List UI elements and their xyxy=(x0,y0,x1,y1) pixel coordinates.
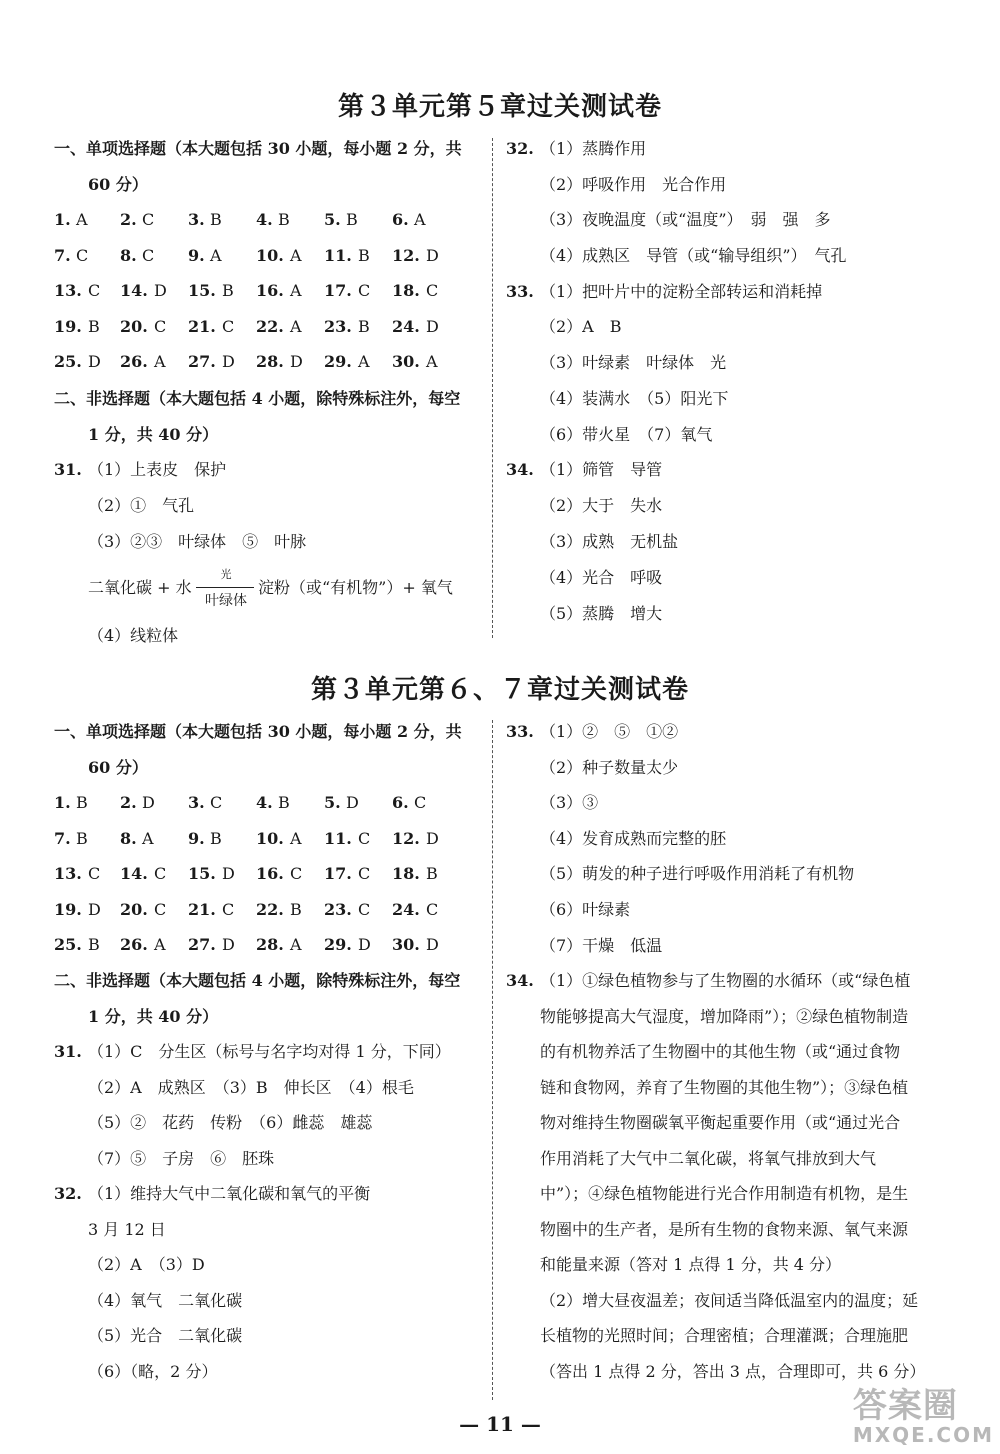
mcq-answer: A xyxy=(76,210,88,229)
s1-q31-4: （4）线粒体 xyxy=(88,626,179,645)
mcq-answer: C xyxy=(76,245,89,265)
mcq-item xyxy=(120,829,154,849)
mcq-item xyxy=(120,210,154,230)
s1-eq-left: 二氧化碳 + 水 xyxy=(88,578,192,597)
mcq-number: 11. xyxy=(324,245,352,265)
mcq-answer: B xyxy=(76,828,88,848)
mcq-number: 4. xyxy=(256,793,273,812)
mcq-item xyxy=(120,281,167,301)
mcq-answer: C xyxy=(290,864,303,884)
mcq-answer: C xyxy=(222,316,235,336)
mcq-number: 8. xyxy=(120,828,137,848)
mcq-number: 3. xyxy=(188,793,205,812)
mcq-item xyxy=(256,317,302,337)
mcq-number: 20. xyxy=(120,316,148,336)
mcq-number: 11. xyxy=(324,828,352,848)
mcq-number: 27. xyxy=(188,935,216,955)
page-number: — 11 — xyxy=(459,1412,541,1436)
s1-q31-num: 31. xyxy=(54,460,82,479)
mcq-answer: A xyxy=(210,245,222,265)
mcq-item xyxy=(54,210,88,230)
s1-eq-top: 光 xyxy=(220,568,232,581)
s1-eq-arrow xyxy=(196,587,254,588)
watermark-main: 答案圈 xyxy=(852,1386,958,1426)
mcq-number: 19. xyxy=(54,899,82,919)
mcq-item xyxy=(392,317,439,337)
mcq-item xyxy=(324,210,358,230)
s1-q34-line: （2）大于 失水 xyxy=(540,496,663,515)
mcq-item xyxy=(324,793,359,813)
mcq-number: 10. xyxy=(256,828,284,848)
mcq-item xyxy=(188,900,234,920)
mcq-answer: B xyxy=(222,281,234,301)
s1-heading2a: 二、非选择题（本大题包括 4 小题，除特殊标注外，每空 xyxy=(54,389,461,408)
mcq-item xyxy=(392,352,438,372)
mcq-number: 26. xyxy=(120,352,148,372)
mcq-answer: B xyxy=(346,210,358,229)
s2-q31-line: （2）A 成熟区 （3）B 伸长区 （4）根毛 xyxy=(88,1078,414,1097)
mcq-item xyxy=(324,281,370,301)
s1-q31-line: （2）① 气孔 xyxy=(88,496,195,515)
mcq-item xyxy=(256,210,290,230)
mcq-answer: B xyxy=(88,935,100,955)
mcq-answer: A xyxy=(290,828,302,848)
mcq-number: 28. xyxy=(256,352,284,372)
mcq-item xyxy=(324,352,370,372)
mcq-answer: C xyxy=(88,281,101,301)
s2-q34-line: （1）①绿色植物参与了生物圈的水循环（或“绿色植 xyxy=(540,971,911,990)
s2-q32-line: （1）维持大气中二氧化碳和氧气的平衡 xyxy=(88,1184,371,1203)
mcq-number: 22. xyxy=(256,899,284,919)
s1-q34-line: （1）筛管 导管 xyxy=(540,460,663,479)
mcq-number: 29. xyxy=(324,935,352,955)
s2-q32-num: 32. xyxy=(54,1184,82,1203)
mcq-answer: C xyxy=(142,245,155,265)
mcq-item xyxy=(392,900,438,920)
mcq-number: 6. xyxy=(392,210,409,229)
mcq-item xyxy=(120,864,166,884)
s1-eq-right: 淀粉（或“有机物”）+ 氧气 xyxy=(258,578,453,597)
s1-heading1a: 一、单项选择题（本大题包括 30 小题，每小题 2 分，共 xyxy=(54,139,462,158)
mcq-number: 4. xyxy=(256,210,273,229)
mcq-answer: A xyxy=(290,316,302,336)
s2-q33-line: （6）叶绿素 xyxy=(540,900,631,919)
mcq-item xyxy=(188,352,235,372)
mcq-number: 3. xyxy=(188,210,205,229)
mcq-answer: A xyxy=(142,828,154,848)
s2-q32-line: 3 月 12 日 xyxy=(88,1220,166,1239)
s1-q33-line: （1）把叶片中的淀粉全部转运和消耗掉 xyxy=(540,282,823,301)
mcq-answer: D xyxy=(426,316,439,336)
mcq-answer: D xyxy=(426,828,439,848)
s2-heading1b: 60 分） xyxy=(88,758,148,777)
mcq-item xyxy=(54,864,100,884)
mcq-answer: B xyxy=(76,793,88,812)
mcq-number: 23. xyxy=(324,316,352,336)
s2-q34-line: 物对维持生物圈碳氧平衡起重要作用（或“通过光合 xyxy=(540,1113,901,1132)
s2-q33-num: 33. xyxy=(506,722,534,741)
s2-q33-line: （2）种子数量太少 xyxy=(540,758,679,777)
mcq-answer: B xyxy=(358,316,370,336)
mcq-number: 13. xyxy=(54,281,82,301)
s2-q33-line: （1）② ⑤ ①② xyxy=(540,722,679,741)
mcq-item xyxy=(324,864,370,884)
mcq-answer: C xyxy=(154,899,167,919)
s2-q34-line: （答出 1 点得 2 分，答出 3 点，合理即可，共 6 分） xyxy=(540,1362,926,1381)
mcq-answer: C xyxy=(358,899,371,919)
mcq-answer: A xyxy=(290,281,302,301)
mcq-item xyxy=(54,317,100,337)
mcq-number: 29. xyxy=(324,352,352,372)
s1-q32-line: （3）夜晚温度（或“温度”） 弱 强 多 xyxy=(540,210,831,229)
s2-q31-line: （1）C 分生区（标号与名字均对得 1 分，下同） xyxy=(88,1042,451,1061)
s2-q31-line: （7）⑤ 子房 ⑥ 胚珠 xyxy=(88,1149,275,1168)
mcq-number: 16. xyxy=(256,864,284,884)
s2-q34-line: 物能够提高大气湿度，增加降雨”）；②绿色植物制造 xyxy=(540,1007,909,1026)
mcq-number: 19. xyxy=(54,316,82,336)
mcq-answer: D xyxy=(426,245,439,265)
mcq-answer: B xyxy=(358,245,370,265)
mcq-item xyxy=(188,864,235,884)
mcq-number: 2. xyxy=(120,210,137,229)
mcq-number: 1. xyxy=(54,210,71,229)
mcq-item xyxy=(324,317,370,337)
mcq-number: 15. xyxy=(188,864,216,884)
mcq-answer: C xyxy=(222,899,235,919)
mcq-item xyxy=(256,246,302,266)
mcq-number: 18. xyxy=(392,281,420,301)
s2-q34-line: 长植物的光照时间；合理密植；合理灌溉；合理施肥 xyxy=(540,1326,909,1345)
mcq-answer: D xyxy=(88,899,101,919)
mcq-answer: D xyxy=(290,352,303,372)
mcq-answer: C xyxy=(426,899,439,919)
s1-q33-line: （2）A B xyxy=(540,317,622,336)
mcq-answer: B xyxy=(426,864,438,884)
s2-heading2a: 二、非选择题（本大题包括 4 小题，除特殊标注外，每空 xyxy=(54,971,461,990)
mcq-answer: C xyxy=(142,210,155,229)
mcq-item xyxy=(54,246,88,266)
mcq-answer: A xyxy=(290,245,302,265)
mcq-item xyxy=(120,793,155,813)
mcq-number: 30. xyxy=(392,352,420,372)
section1-title: 第３单元第５章过关测试卷 xyxy=(337,92,662,122)
mcq-item xyxy=(120,900,166,920)
s1-q33-num: 33. xyxy=(506,282,534,301)
mcq-answer: C xyxy=(154,864,167,884)
mcq-item xyxy=(188,281,234,301)
section2-title: 第３单元第６、７章过关测试卷 xyxy=(310,675,689,705)
mcq-item xyxy=(392,210,426,230)
mcq-item xyxy=(188,935,235,955)
mcq-number: 9. xyxy=(188,828,205,848)
mcq-item xyxy=(256,900,302,920)
mcq-number: 14. xyxy=(120,864,148,884)
s2-q34-line: 链和食物网，养育了生物圈的其他生物”）；③绿色植 xyxy=(540,1078,909,1097)
section2-divider xyxy=(492,720,493,1400)
mcq-answer: A xyxy=(426,352,438,372)
mcq-number: 12. xyxy=(392,245,420,265)
mcq-answer: C xyxy=(426,281,439,301)
mcq-item xyxy=(54,793,88,813)
s2-q34-line: （2）增大昼夜温差；夜间适当降低温室内的温度；延 xyxy=(540,1291,919,1310)
s2-q34-line: 和能量来源（答对 1 点得 1 分，共 4 分） xyxy=(540,1255,842,1274)
mcq-number: 18. xyxy=(392,864,420,884)
mcq-item xyxy=(392,935,439,955)
mcq-number: 26. xyxy=(120,935,148,955)
mcq-number: 24. xyxy=(392,899,420,919)
mcq-answer: D xyxy=(346,793,359,812)
mcq-number: 21. xyxy=(188,899,216,919)
mcq-item xyxy=(120,352,166,372)
mcq-number: 22. xyxy=(256,316,284,336)
mcq-number: 14. xyxy=(120,281,148,301)
s1-heading1b: 60 分） xyxy=(88,175,148,194)
mcq-number: 5. xyxy=(324,210,341,229)
mcq-number: 20. xyxy=(120,899,148,919)
s1-q33-line: （6）带火星 （7）氧气 xyxy=(540,425,713,444)
s1-q31-line: （3）②③ 叶绿体 ⑤ 叶脉 xyxy=(88,532,307,551)
mcq-answer: A xyxy=(414,210,426,229)
mcq-number: 17. xyxy=(324,281,352,301)
mcq-answer: C xyxy=(358,281,371,301)
s1-q34-line: （4）光合 呼吸 xyxy=(540,568,663,587)
mcq-number: 9. xyxy=(188,245,205,265)
mcq-item xyxy=(324,246,370,266)
s1-q33-line: （4）装满水 （5）阳光下 xyxy=(540,389,729,408)
mcq-answer: D xyxy=(222,935,235,955)
mcq-item xyxy=(256,352,303,372)
mcq-item xyxy=(120,935,166,955)
mcq-number: 2. xyxy=(120,793,137,812)
mcq-number: 6. xyxy=(392,793,409,812)
mcq-answer: C xyxy=(358,864,371,884)
mcq-number: 25. xyxy=(54,352,82,372)
mcq-answer: B xyxy=(278,793,290,812)
mcq-item xyxy=(256,935,302,955)
mcq-answer: C xyxy=(358,828,371,848)
s2-q33-line: （4）发育成熟而完整的胚 xyxy=(540,829,727,848)
mcq-number: 8. xyxy=(120,245,137,265)
mcq-answer: B xyxy=(88,316,100,336)
mcq-answer: C xyxy=(154,316,167,336)
mcq-answer: A xyxy=(154,352,166,372)
mcq-answer: A xyxy=(358,352,370,372)
s2-q31-num: 31. xyxy=(54,1042,82,1061)
mcq-item xyxy=(256,793,290,813)
s2-q34-line: 的有机物养活了生物圈中的其他生物（或“通过食物 xyxy=(540,1042,901,1061)
mcq-answer: D xyxy=(88,352,101,372)
mcq-item xyxy=(256,864,302,884)
mcq-answer: D xyxy=(222,864,235,884)
mcq-answer: D xyxy=(358,935,371,955)
s2-q33-line: （7）干燥 低温 xyxy=(540,936,663,955)
s1-q34-num: 34. xyxy=(506,460,534,479)
s1-q34-line: （5）蒸腾 增大 xyxy=(540,604,663,623)
watermark-logo xyxy=(853,1378,994,1447)
mcq-answer: C xyxy=(414,793,427,812)
s1-q32-line: （4）成熟区 导管（或“输导组织”） 气孔 xyxy=(540,246,847,265)
s2-q32-line: （4）氧气 二氧化碳 xyxy=(88,1291,243,1310)
mcq-number: 21. xyxy=(188,316,216,336)
mcq-item xyxy=(188,829,222,849)
s2-q34-line: 作用消耗了大气中二氧化碳，将氧气排放到大气 xyxy=(540,1149,877,1168)
mcq-item xyxy=(120,246,154,266)
watermark-sub: MXQE.COM xyxy=(852,1423,994,1447)
mcq-answer: B xyxy=(278,210,290,229)
mcq-item xyxy=(324,829,370,849)
mcq-answer: C xyxy=(210,793,223,812)
mcq-number: 16. xyxy=(256,281,284,301)
s2-heading2b: 1 分，共 40 分） xyxy=(88,1007,219,1026)
s2-q33-line: （5）萌发的种子进行呼吸作用消耗了有机物 xyxy=(540,864,855,883)
s2-q34-line: 物圈中的生产者，是所有生物的食物来源、氧气来源 xyxy=(540,1220,909,1239)
s2-q32-line: （2）A （3）D xyxy=(88,1255,205,1274)
mcq-number: 7. xyxy=(54,828,71,848)
mcq-number: 7. xyxy=(54,245,71,265)
mcq-item xyxy=(392,829,439,849)
s1-q32-num: 32. xyxy=(506,139,534,158)
s2-q32-line: （6）（略，2 分） xyxy=(88,1362,218,1381)
mcq-number: 30. xyxy=(392,935,420,955)
s2-q34-line: 中”）；④绿色植物能进行光合作用制造有机物，是生 xyxy=(540,1184,909,1203)
mcq-item xyxy=(188,317,234,337)
s2-q34-num: 34. xyxy=(506,971,534,990)
mcq-item xyxy=(392,246,439,266)
mcq-item xyxy=(188,793,222,813)
mcq-answer: D xyxy=(426,935,439,955)
mcq-answer: A xyxy=(154,935,166,955)
mcq-item xyxy=(324,900,370,920)
mcq-answer: D xyxy=(222,352,235,372)
mcq-item xyxy=(54,281,100,301)
mcq-number: 13. xyxy=(54,864,82,884)
mcq-number: 12. xyxy=(392,828,420,848)
mcq-number: 17. xyxy=(324,864,352,884)
mcq-item xyxy=(54,352,101,372)
s2-q32-line: （5）光合 二氧化碳 xyxy=(88,1326,243,1345)
s2-q33-line: （3）③ xyxy=(540,793,599,812)
mcq-number: 28. xyxy=(256,935,284,955)
mcq-item xyxy=(54,900,101,920)
mcq-answer: B xyxy=(210,210,222,229)
s2-heading1a: 一、单项选择题（本大题包括 30 小题，每小题 2 分，共 xyxy=(54,722,462,741)
mcq-item xyxy=(324,935,371,955)
mcq-answer: D xyxy=(142,793,155,812)
s1-q34-line: （3）成熟 无机盐 xyxy=(540,532,679,551)
mcq-item xyxy=(54,935,100,955)
mcq-item xyxy=(54,829,88,849)
mcq-number: 24. xyxy=(392,316,420,336)
mcq-item xyxy=(188,246,222,266)
mcq-item xyxy=(120,317,166,337)
mcq-answer: D xyxy=(154,281,167,301)
s1-eq-bottom: 叶绿体 xyxy=(205,593,247,609)
mcq-number: 5. xyxy=(324,793,341,812)
s1-q33-line: （3）叶绿素 叶绿体 光 xyxy=(540,353,727,372)
mcq-number: 23. xyxy=(324,899,352,919)
mcq-item xyxy=(188,210,222,230)
mcq-answer: B xyxy=(210,828,222,848)
mcq-number: 10. xyxy=(256,245,284,265)
mcq-answer: B xyxy=(290,899,302,919)
section1-divider xyxy=(492,138,493,638)
s1-q31-line: （1）上表皮 保护 xyxy=(88,460,227,479)
mcq-item xyxy=(256,281,302,301)
mcq-number: 15. xyxy=(188,281,216,301)
s1-heading2b: 1 分，共 40 分） xyxy=(88,425,219,444)
s1-q32-line: （2）呼吸作用 光合作用 xyxy=(540,175,727,194)
mcq-item xyxy=(392,864,438,884)
s2-q31-line: （5）② 花药 传粉 （6）雌蕊 雄蕊 xyxy=(88,1113,373,1132)
mcq-item xyxy=(392,281,438,301)
mcq-answer: C xyxy=(88,864,101,884)
mcq-number: 25. xyxy=(54,935,82,955)
mcq-number: 27. xyxy=(188,352,216,372)
mcq-answer: A xyxy=(290,935,302,955)
mcq-number: 1. xyxy=(54,793,71,812)
mcq-item xyxy=(256,829,302,849)
mcq-item xyxy=(392,793,426,813)
s1-q32-line: （1）蒸腾作用 xyxy=(540,139,647,158)
